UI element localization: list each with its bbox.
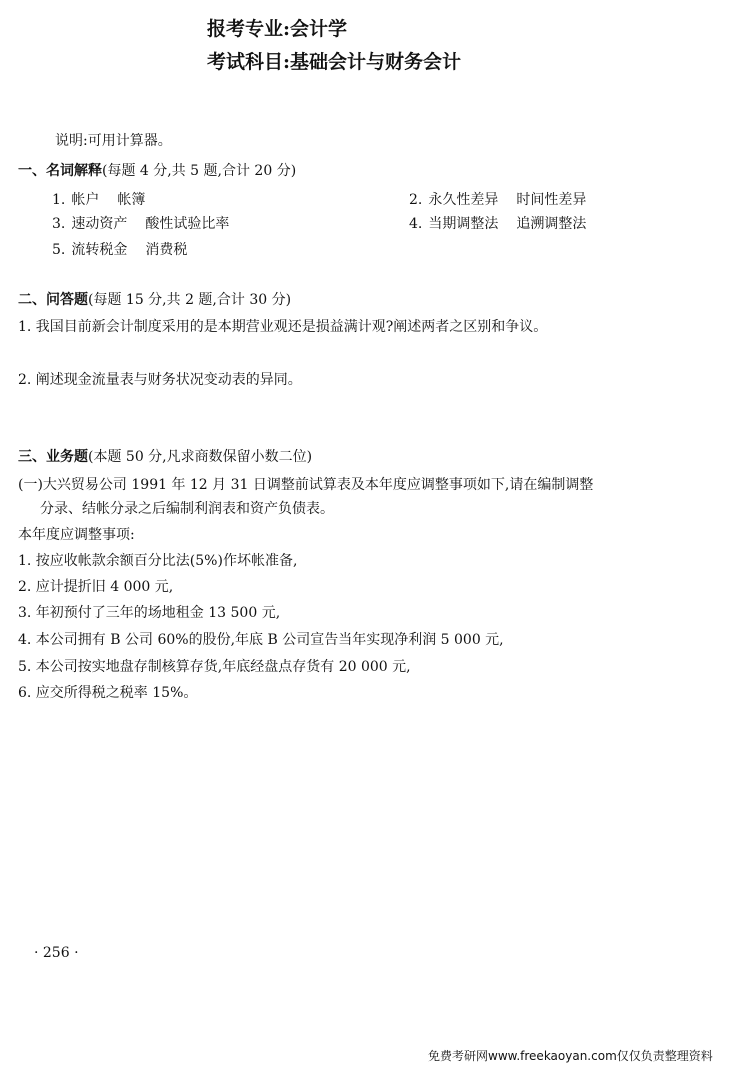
- term-number: 4.: [409, 216, 423, 232]
- term-b: 时间性差异: [516, 192, 587, 208]
- term-b: 酸性试验比率: [145, 216, 230, 232]
- question-2: 2. 阐述现金流量表与财务状况变动表的异同。: [18, 372, 302, 388]
- section2-rule: (每题 15 分,共 2 题,合计 30 分): [88, 292, 292, 308]
- section2-heading: [18, 291, 291, 309]
- question-1: 1. 我国目前新会计制度采用的是本期营业观还是损益满计观?阐述两者之区别和争议。: [18, 319, 548, 335]
- section2-title: 二、问答题: [18, 292, 88, 308]
- adjustments-title: 本年度应调整事项:: [18, 527, 135, 543]
- exam-subject: 考试科目:基础会计与财务会计: [207, 51, 462, 73]
- section1-heading: [18, 162, 296, 180]
- term-a: 帐户: [71, 192, 100, 208]
- term-a: 速动资产: [71, 216, 128, 232]
- adjustment-item-3: 3. 年初预付了三年的场地租金 13 500 元,: [18, 605, 281, 621]
- exam-note: 说明:可用计算器。: [55, 133, 172, 149]
- footer-watermark: 免费考研网www.freekaoyan.com仅仅负责整理资料: [428, 1049, 713, 1063]
- section1-rule: (每题 4 分,共 5 题,合计 20 分): [102, 163, 297, 179]
- section3-intro-line2: 分录、结帐分录之后编制利润表和资产负债表。: [40, 501, 334, 517]
- term-item-5: [52, 241, 187, 259]
- term-a: 流转税金: [71, 242, 128, 258]
- term-b: 帐簿: [117, 192, 146, 208]
- section3-title: 三、业务题: [18, 449, 88, 465]
- term-number: 1.: [52, 192, 66, 208]
- term-b: 追溯调整法: [516, 216, 587, 232]
- adjustment-item-5: 5. 本公司按实地盘存制核算存货,年底经盘点存货有 20 000 元,: [18, 659, 411, 675]
- term-b: 消费税: [145, 242, 188, 258]
- adjustment-item-6: 6. 应交所得税之税率 15%。: [18, 685, 198, 701]
- term-item-4: [409, 215, 586, 233]
- page-number: · 256 ·: [34, 945, 79, 961]
- term-item-2: [409, 191, 586, 209]
- section3-intro-line1: (一)大兴贸易公司 1991 年 12 月 31 日调整前试算表及本年度应调整事项如下,请在编制调整: [18, 477, 594, 493]
- adjustment-item-1: 1. 按应收帐款余额百分比法(5%)作坏帐准备,: [18, 553, 298, 569]
- term-a: 永久性差异: [428, 192, 499, 208]
- term-number: 2.: [409, 192, 423, 208]
- term-item-3: [52, 215, 229, 233]
- term-item-1: [52, 191, 145, 209]
- section3-rule: (本题 50 分,凡求商数保留小数二位): [88, 449, 313, 465]
- section3-heading: [18, 448, 312, 466]
- exam-major: 报考专业:会计学: [207, 18, 348, 40]
- adjustment-item-2: 2. 应计提折旧 4 000 元,: [18, 579, 174, 595]
- term-a: 当期调整法: [428, 216, 499, 232]
- term-number: 3.: [52, 216, 66, 232]
- section1-title: 一、名词解释: [18, 163, 102, 179]
- term-number: 5.: [52, 242, 66, 258]
- adjustment-item-4: 4. 本公司拥有 B 公司 60%的股份,年底 B 公司宣告当年实现净利润 5 000 元,: [18, 632, 504, 648]
